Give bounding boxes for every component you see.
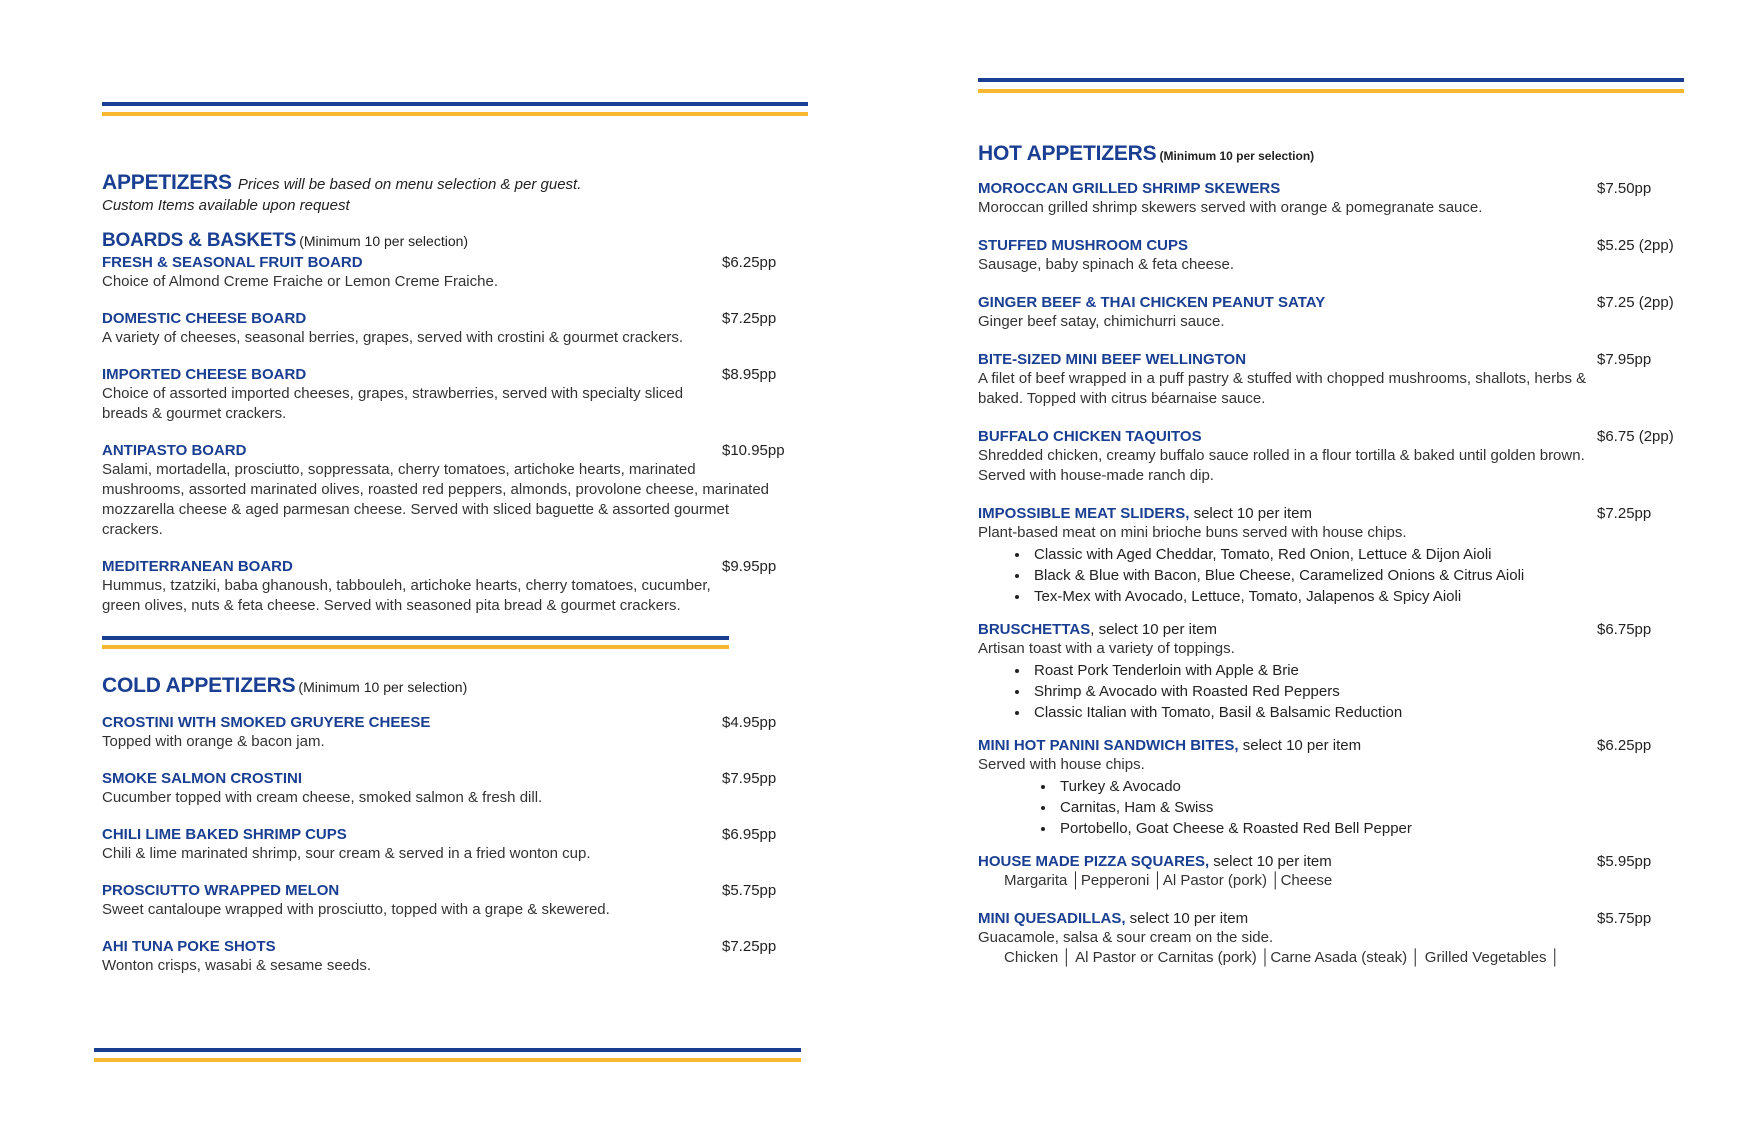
quesadilla-options: Chicken │ Al Pastor or Carnitas (pork) │Carne Asada (steak) │ Grilled Vegetables │ <box>1004 949 1561 966</box>
menu-item <box>978 237 1698 275</box>
item-name: FRESH & SEASONAL FRUIT BOARD <box>102 254 363 271</box>
boards-min: (Minimum 10 per selection) <box>299 233 469 249</box>
bottom-left-rule-gold <box>94 1058 801 1062</box>
option-item: • Roast Pork Tenderloin with Apple & Brie <box>1030 660 1698 681</box>
item-desc: Artisan toast with a variety of toppings. <box>978 640 1235 657</box>
option-list <box>978 776 1698 839</box>
menu-item <box>102 558 782 616</box>
item-price: $7.50pp <box>1597 180 1652 197</box>
item-price: $9.95pp <box>722 558 777 575</box>
top-left-rule-blue <box>102 102 808 106</box>
menu-item <box>978 428 1698 486</box>
menu-item <box>102 254 782 292</box>
hot-heading <box>978 142 1698 166</box>
item-desc: Cucumber topped with cream cheese, smoked salmon & fresh dill. <box>102 789 543 806</box>
cold-heading <box>102 674 782 698</box>
item-name: MOROCCAN GRILLED SHRIMP SKEWERS <box>978 180 1281 197</box>
item-name: DOMESTIC CHEESE BOARD <box>102 310 307 327</box>
item-price: $4.95pp <box>722 714 777 731</box>
item-desc: Chili & lime marinated shrimp, sour cream & served in a fried wonton cup. <box>102 845 591 862</box>
item-desc: A filet of beef wrapped in a puff pastry & stuffed with chopped mushrooms, shallots, herbs & baked. Topped with citrus béarnaise sauce. <box>978 370 1587 407</box>
mid-left-rule-blue <box>102 636 729 640</box>
item-select-note: select 10 per item <box>1238 737 1362 754</box>
item-select-note: , select 10 per item <box>1090 621 1217 638</box>
item-name: ANTIPASTO BOARD <box>102 442 247 459</box>
menu-item <box>102 442 785 540</box>
bottom-left-rule-blue <box>94 1048 801 1052</box>
item-price: $6.95pp <box>722 826 777 843</box>
item-name: IMPOSSIBLE MEAT SLIDERS, <box>978 505 1190 522</box>
cold-title: COLD APPETIZERS <box>102 674 296 697</box>
hot-min: (Minimum 10 per selection) <box>1159 149 1315 163</box>
item-price: $7.25pp <box>1597 505 1652 522</box>
boards-heading <box>102 230 782 252</box>
top-right-rule-gold <box>978 89 1684 93</box>
item-desc: Served with house chips. <box>978 756 1145 773</box>
item-desc: Shredded chicken, creamy buffalo sauce rolled in a flour tortilla & baked until golden brown. Served with house-made ranch dip. <box>978 447 1585 484</box>
item-desc: Choice of assorted imported cheeses, grapes, strawberries, served with specialty sliced breads & gourmet crackers. <box>102 385 684 422</box>
menu-item <box>102 826 782 864</box>
option-item: • Black & Blue with Bacon, Blue Cheese, Caramelized Onions & Citrus Aioli <box>1030 565 1698 586</box>
item-desc: Guacamole, salsa & sour cream on the side. <box>978 929 1274 946</box>
menu-item <box>978 737 1698 839</box>
item-price: $7.95pp <box>1597 351 1652 368</box>
item-price: $6.25pp <box>722 254 777 271</box>
item-name: AHI TUNA POKE SHOTS <box>102 938 276 955</box>
item-price: $5.25 (2pp) <box>1597 237 1674 254</box>
item-name: CROSTINI WITH SMOKED GRUYERE CHEESE <box>102 714 431 731</box>
cold-min: (Minimum 10 per selection) <box>298 679 468 695</box>
menu-item <box>978 294 1698 332</box>
option-list <box>978 544 1698 607</box>
item-select-note: select 10 per item <box>1209 853 1332 870</box>
hot-title: HOT APPETIZERS <box>978 142 1157 165</box>
item-name: BITE-SIZED MINI BEEF WELLINGTON <box>978 351 1247 368</box>
menu-item <box>102 938 782 976</box>
menu-item <box>978 180 1698 218</box>
item-price: $7.95pp <box>722 770 777 787</box>
item-name: MINI HOT PANINI SANDWICH BITES, <box>978 737 1239 754</box>
item-desc: Sausage, baby spinach & feta cheese. <box>978 256 1235 273</box>
item-desc: Salami, mortadella, prosciutto, soppressata, cherry tomatoes, artichoke hearts, marinated mushrooms, assorted marinated olives, roasted red peppers, almonds, provolone cheese, marinated mozzarella cheese & aged parmesan cheese. Served with sliced baguette & assorted gourmet crackers. <box>102 461 770 538</box>
item-desc: Hummus, tzatziki, baba ghanoush, tabbouleh, artichoke hearts, cherry tomatoes, cucumber, green olives, nuts & feta cheese. Served with seasoned pita bread & gourmet crackers. <box>102 577 711 614</box>
item-name: MEDITERRANEAN BOARD <box>102 558 293 575</box>
item-price: $5.95pp <box>1597 853 1652 870</box>
item-name: MINI QUESADILLAS, <box>978 910 1126 927</box>
appetizers-title: APPETIZERS <box>102 171 232 194</box>
item-desc: Plant-based meat on mini brioche buns served with house chips. <box>978 524 1407 541</box>
mid-left-rule-gold <box>102 645 729 649</box>
item-name: IMPORTED CHEESE BOARD <box>102 366 307 383</box>
left-column-top <box>102 171 785 616</box>
appetizers-heading <box>102 171 782 195</box>
option-list <box>978 660 1698 723</box>
top-right-rule-blue <box>978 78 1684 82</box>
item-desc: Sweet cantaloupe wrapped with prosciutto, topped with a grape & skewered. <box>102 901 610 918</box>
menu-item <box>102 310 782 348</box>
item-name: PROSCIUTTO WRAPPED MELON <box>102 882 340 899</box>
option-item: • Tex-Mex with Avocado, Lettuce, Tomato, Jalapenos & Spicy Aioli <box>1030 586 1698 607</box>
boards-title: BOARDS & BASKETS <box>102 230 297 251</box>
pizza-options: Margarita │Pepperoni │Al Pastor (pork) │Cheese <box>1004 872 1333 889</box>
item-desc: Choice of Almond Creme Fraiche or Lemon Creme Fraiche. <box>102 273 498 290</box>
menu-item <box>978 910 1698 968</box>
custom-items-note: Custom Items available upon request <box>102 197 350 214</box>
item-name: BUFFALO CHICKEN TAQUITOS <box>978 428 1202 445</box>
item-name: HOUSE MADE PIZZA SQUARES, <box>978 853 1210 870</box>
menu-item <box>978 621 1698 723</box>
menu-item <box>102 770 782 808</box>
menu-item <box>978 351 1698 409</box>
item-price: $7.25 (2pp) <box>1597 294 1674 311</box>
item-price: $7.25pp <box>722 938 777 955</box>
item-select-note: select 10 per item <box>1125 910 1249 927</box>
menu-item <box>978 505 1698 607</box>
right-column <box>978 142 1698 968</box>
item-desc: Ginger beef satay, chimichurri sauce. <box>978 313 1225 330</box>
item-name: STUFFED MUSHROOM CUPS <box>978 237 1188 254</box>
item-select-note: select 10 per item <box>1189 505 1312 522</box>
item-price: $7.25pp <box>722 310 777 327</box>
item-price: $6.75pp <box>1597 621 1652 638</box>
option-item: • Carnitas, Ham & Swiss <box>1056 797 1698 818</box>
item-name: GINGER BEEF & THAI CHICKEN PEANUT SATAY <box>978 294 1326 311</box>
item-name: CHILI LIME BAKED SHRIMP CUPS <box>102 826 347 843</box>
item-price: $8.95pp <box>722 366 777 383</box>
item-price: $6.25pp <box>1597 737 1652 754</box>
item-price: $6.75 (2pp) <box>1597 428 1674 445</box>
menu-item <box>102 366 782 424</box>
menu-item <box>102 882 782 920</box>
left-column-bottom <box>102 674 782 976</box>
item-desc: Wonton crisps, wasabi & sesame seeds. <box>102 957 372 974</box>
top-left-rule-gold <box>102 112 808 116</box>
item-desc: Topped with orange & bacon jam. <box>102 733 325 750</box>
option-item: • Shrimp & Avocado with Roasted Red Peppers <box>1030 681 1698 702</box>
menu-item <box>978 853 1698 891</box>
option-item: • Classic Italian with Tomato, Basil & Balsamic Reduction <box>1030 702 1698 723</box>
item-name: BRUSCHETTAS <box>978 621 1091 638</box>
item-price: $10.95pp <box>722 442 785 459</box>
appetizers-note: Prices will be based on menu selection & per guest. <box>237 176 582 193</box>
option-item: • Turkey & Avocado <box>1056 776 1698 797</box>
item-price: $5.75pp <box>1597 910 1652 927</box>
option-item: • Portobello, Goat Cheese & Roasted Red Bell Pepper <box>1056 818 1698 839</box>
item-desc: A variety of cheeses, seasonal berries, grapes, served with crostini & gourmet crackers. <box>102 329 684 346</box>
item-name: SMOKE SALMON CROSTINI <box>102 770 303 787</box>
item-price: $5.75pp <box>722 882 777 899</box>
item-desc: Moroccan grilled shrimp skewers served with orange & pomegranate sauce. <box>978 199 1483 216</box>
menu-item <box>102 714 782 752</box>
option-item: • Classic with Aged Cheddar, Tomato, Red Onion, Lettuce & Dijon Aioli <box>1030 544 1698 565</box>
